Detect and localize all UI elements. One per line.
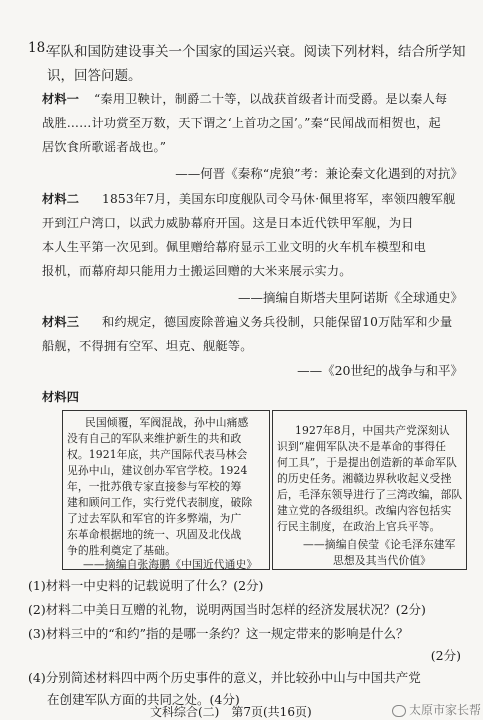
material2-line-1: 1853年7月，美国东印度舰队司令马休·佩里将军，率领四艘军舰 — [102, 192, 456, 206]
material4-label: 材料四 — [42, 390, 80, 404]
material2-line-2: 开到江户湾口，以武力威胁幕府开国。这是日本近代铁甲军舰，为日 — [42, 216, 414, 230]
material3-line-1: 和约规定，德国废除普遍义务兵役制，只能保留10万陆军和少量 — [102, 315, 453, 329]
material1-line-1: “秦用卫鞅计，制爵二十等，以战获首级者计而受爵。是以秦人每 — [94, 92, 448, 106]
subquestion-3: (3)材料三中的“和约”指的是哪一条约？这一规定带来的影响是什么？ — [28, 626, 409, 641]
page-footer: 文科综合(二) 第7页(共16页) — [150, 705, 312, 719]
material4-left-line-4: 见孙中山，建议创办军官学校。1924 — [67, 464, 248, 477]
material1-line-2: 战胜……计功赏至万数，天下谓之‘上首功之国’。”秦“民闻战而相贺也，起 — [42, 116, 441, 130]
material4-right-line-3: 何工具”，于是提出创造新的革命军队 — [277, 456, 457, 469]
watermark — [392, 701, 481, 718]
material4-left-line-3: 权。1921年底，共产国际代表马林会 — [67, 448, 248, 461]
material4-right-source-1: ——摘编自侯莹《论毛泽东建军 — [303, 538, 456, 551]
question-number: 18. — [28, 40, 50, 56]
material4-right-line-5: 后，毛泽东领导进行了三湾改编，部队 — [277, 488, 463, 501]
subquestion-1: (1)材料一中史料的记载说明了什么？(2分) — [28, 578, 264, 593]
question-intro-line-1: 军队和国防建设事关一个国家的国运兴衰。阅读下列材料，结合所学知 — [47, 44, 466, 60]
material1-source: ——何晋《秦称“虎狼”考：兼论秦文化遇到的对抗》 — [175, 166, 463, 181]
material4-right-line-4: 的历史任务。湘赣边界秋收起义受挫 — [277, 472, 452, 485]
material3-label: 材料三 — [42, 315, 80, 329]
material2-line-3: 本人生平第一次见到。佩里赠给幕府显示工业文明的火车机车模型和电 — [42, 240, 427, 254]
subquestion-4-line-1: (4)分别简述材料四中两个历史事件的意义，并比较孙中山与中国共产党 — [28, 670, 421, 685]
material4-left-line-2: 没有自己的军队来维护新生的共和政 — [67, 432, 242, 445]
subquestion-4-line-2: 在创建军队方面的共同之处。(4分) — [47, 692, 240, 707]
material4-right-line-1: 1927年8月，中国共产党深刻认 — [295, 424, 450, 437]
material4-left-line-7: 了过去军队和军官的许多弊端，为广 — [67, 512, 242, 525]
material4-left-line-1: 民国倾覆，军阀混战，孙中山痛感 — [85, 416, 249, 429]
material4-left-line-9: 争的胜利奠定了基础。 — [67, 544, 176, 557]
material4-left-box — [62, 410, 270, 570]
material2-line-4: 报机，而幕府却只能用力士搬运回赠的大米来展示实力。 — [42, 264, 352, 278]
material3-source: ——《20世纪的战争与和平》 — [297, 363, 463, 378]
material3-line-2: 船舰，不得拥有空军、坦克、舰艇等。 — [42, 339, 253, 353]
material2-label: 材料二 — [42, 192, 80, 206]
material4-right-line-2: 识到“雇佣军队决不是革命的事得任 — [277, 440, 447, 453]
material1-label: 材料一 — [42, 92, 80, 106]
material4-right-source-2: 思想及其当代价值》 — [333, 554, 432, 567]
subquestion-2: (2)材料二中美日互赠的礼物，说明两国当时怎样的经济发展状况？(2分) — [28, 602, 426, 617]
material4-left-line-8: 东革命根据地的统一、巩固及北伐战 — [67, 528, 242, 541]
material4-left-line-6: 建和顾问工作，实行党代表制度，破除 — [67, 496, 253, 509]
material4-right-line-6: 建立党的各级组织。改编内容包括实 — [277, 504, 452, 517]
material4-right-line-7: 行民主制度，在政治上官兵平等。 — [277, 520, 441, 533]
subquestion-3-score: (2分) — [430, 648, 461, 663]
material1-line-3: 居饮食所歌谣者战也。” — [42, 140, 167, 154]
material2-source: ——摘编自斯塔夫里阿诺斯《全球通史》 — [237, 290, 463, 305]
wechat-icon — [392, 705, 406, 717]
material4-left-source: ——摘编自张海鹏《中国近代通史》 — [83, 558, 258, 571]
material4-left-line-5: 年，一批苏俄专家直接参与军校的筹 — [67, 480, 242, 493]
material4-right-box — [272, 410, 467, 570]
watermark-text: 太原市家长帮 — [409, 703, 482, 717]
question-intro-line-2: 识，回答问题。 — [47, 68, 142, 84]
